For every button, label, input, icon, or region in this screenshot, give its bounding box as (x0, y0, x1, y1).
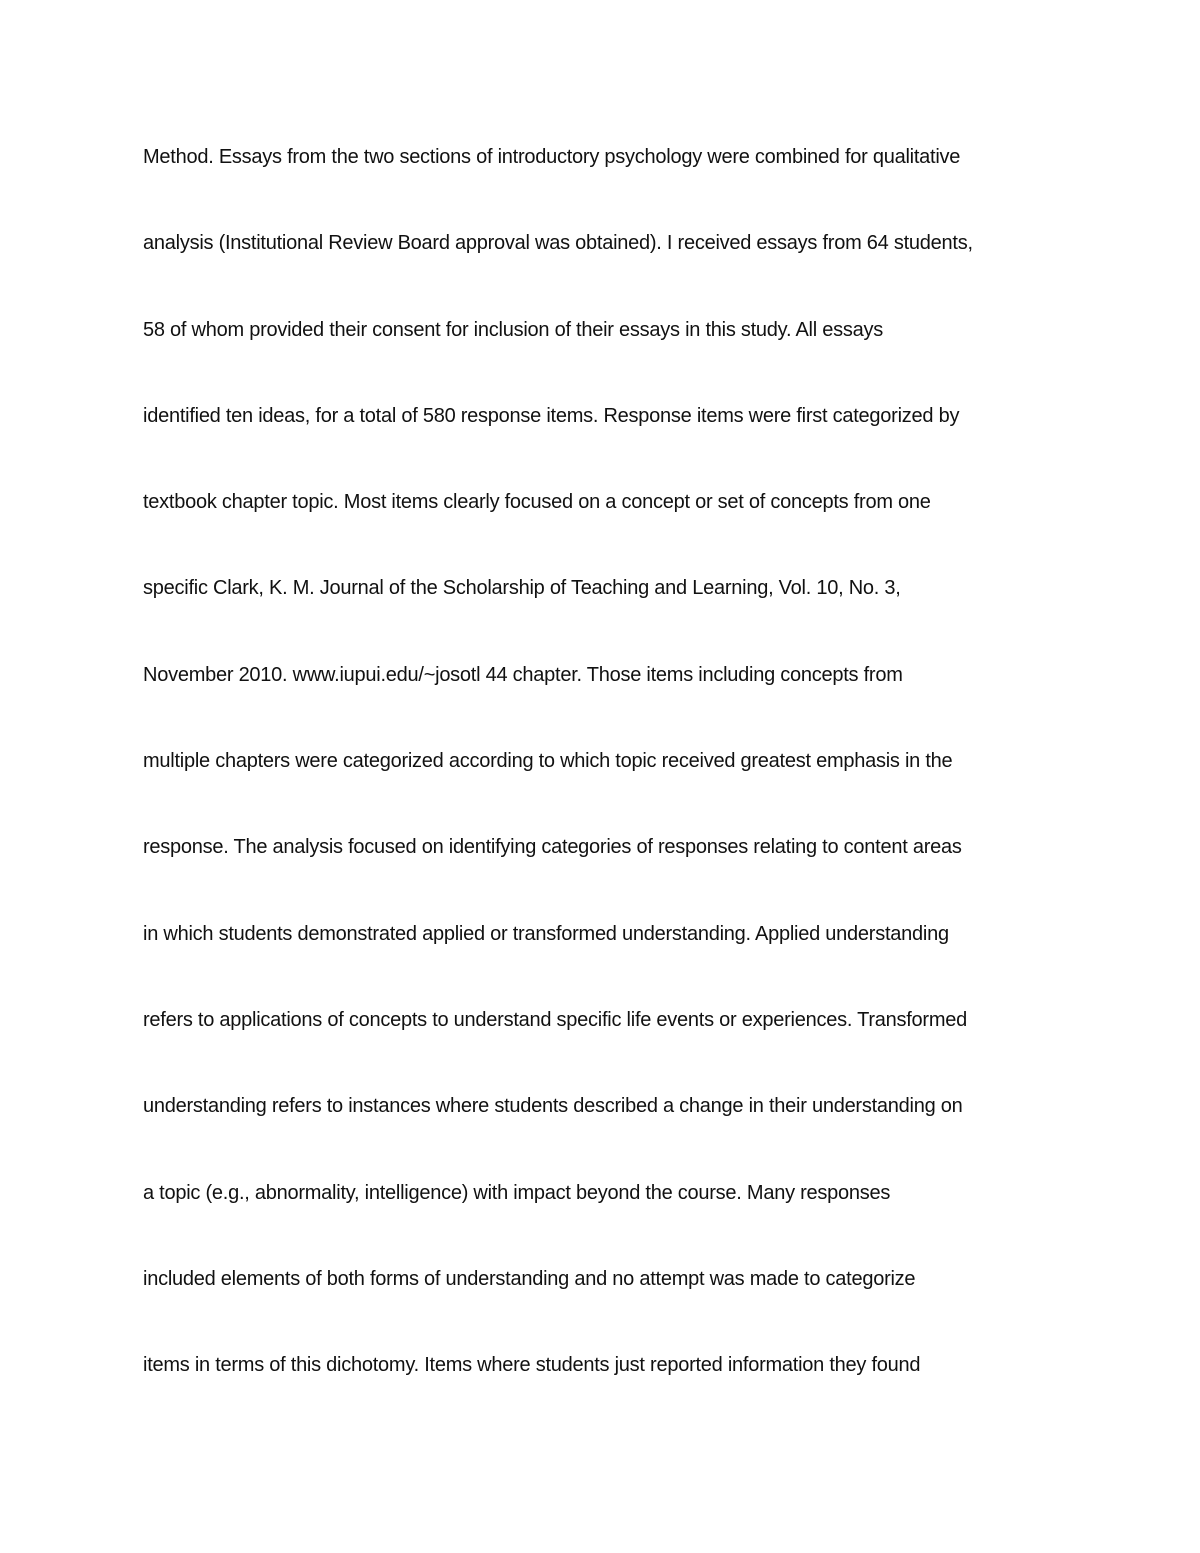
text-line: understanding refers to instances where students described a change in their understanding on (143, 1095, 963, 1118)
text-line: textbook chapter topic. Most items clearly focused on a concept or set of concepts from one (143, 491, 931, 514)
text-line: identified ten ideas, for a total of 580 response items. Response items were first categorized by (143, 404, 960, 427)
body-paragraph (143, 141, 1083, 1435)
text-line: in which students demonstrated applied or transformed understanding. Applied understanding (143, 922, 949, 945)
text-line: Method. Essays from the two sections of introductory psychology were combined for qualitative (143, 146, 961, 168)
text-line: a topic (e.g., abnormality, intelligence) with impact beyond the course. Many responses (143, 1181, 891, 1204)
text-line: items in terms of this dichotomy. Items where students just reported information they found (143, 1354, 921, 1377)
text-line: refers to applications of concepts to understand specific life events or experiences. Transformed (143, 1008, 967, 1031)
text-line: included elements of both forms of understanding and no attempt was made to categorize (143, 1267, 916, 1290)
text-line: 58 of whom provided their consent for inclusion of their essays in this study. All essays (143, 318, 883, 341)
text-line: specific Clark, K. M. Journal of the Scholarship of Teaching and Learning, Vol. 10, No. 3, (143, 577, 901, 600)
text-line: multiple chapters were categorized according to which topic received greatest emphasis in the (143, 750, 953, 773)
text-line: analysis (Institutional Review Board approval was obtained). I received essays from 64 students, (143, 232, 973, 255)
text-line: November 2010. www.iupui.edu/~josotl 44 chapter. Those items including concepts from (143, 663, 903, 686)
text-line: response. The analysis focused on identifying categories of responses relating to content areas (143, 836, 962, 859)
